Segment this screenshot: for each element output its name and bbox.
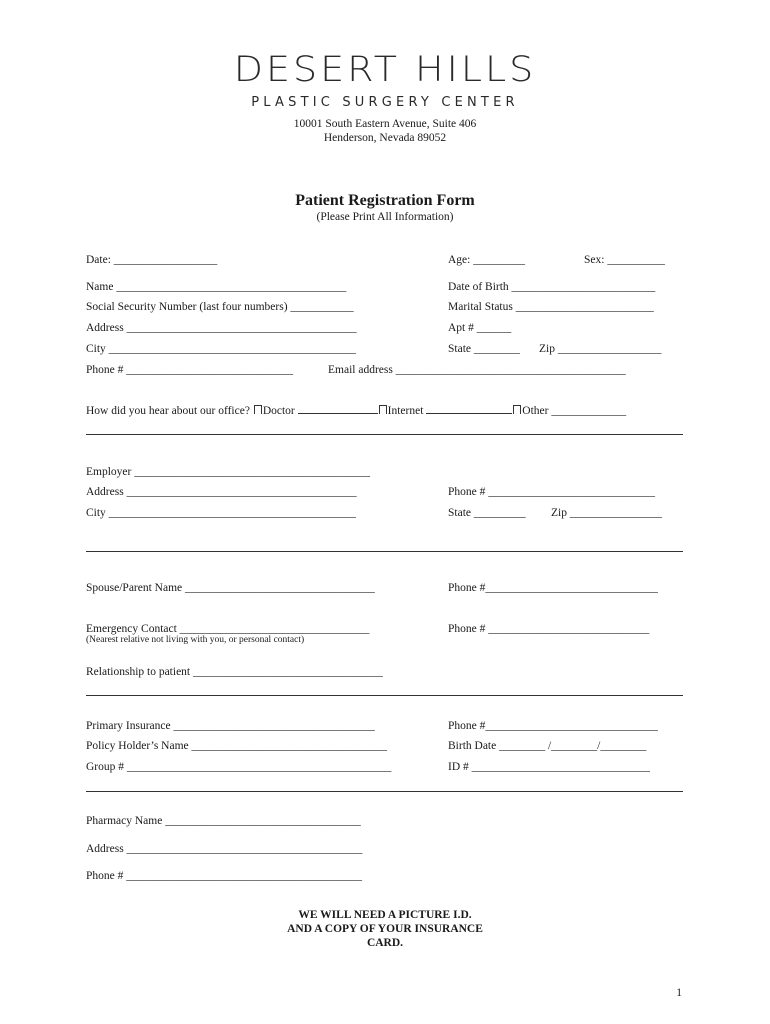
employer-field[interactable]: Employer _________________________________________ <box>86 466 370 478</box>
divider-line[interactable] <box>86 551 683 552</box>
employer-phone-field[interactable]: Phone # _____________________________ <box>448 486 655 498</box>
relationship-field[interactable]: Relationship to patient _________________________________ <box>86 666 383 678</box>
notice-line-3: CARD. <box>366 937 404 949</box>
logo-title: DESERT HILLS <box>233 48 537 90</box>
divider-line[interactable] <box>86 695 683 696</box>
sex-field[interactable]: Sex: __________ <box>584 254 665 266</box>
pharmacy-name-field[interactable]: Pharmacy Name __________________________________ <box>86 815 361 827</box>
apt-field[interactable]: Apt # ______ <box>448 322 512 334</box>
employer-state-field[interactable]: State _________ <box>448 507 526 519</box>
spouse-phone-field[interactable]: Phone #______________________________ <box>448 582 658 594</box>
address-line-2: Henderson, Nevada 89052 <box>323 132 447 144</box>
zip-field[interactable]: Zip __________________ <box>539 343 662 355</box>
ssn-field[interactable]: Social Security Number (last four numbers) ___________ <box>86 301 354 313</box>
internet-line[interactable] <box>426 402 512 414</box>
divider-line[interactable] <box>86 434 683 435</box>
group-field[interactable]: Group # ______________________________________________ <box>86 761 392 773</box>
emergency-phone-field[interactable]: Phone # ____________________________ <box>448 623 650 635</box>
primary-insurance-field[interactable]: Primary Insurance ___________________________________ <box>86 720 375 732</box>
holder-birth-date-field[interactable]: Birth Date ________ /________/________ <box>448 740 647 752</box>
id-field[interactable]: ID # _______________________________ <box>448 761 650 773</box>
marital-status-field[interactable]: Marital Status ________________________ <box>448 301 654 313</box>
doctor-checkbox[interactable] <box>254 405 262 414</box>
notice-line-1: WE WILL NEED A PICTURE I.D. <box>298 909 472 921</box>
doctor-label: Doctor <box>262 405 295 417</box>
emergency-note: (Nearest relative not living with you, or personal contact) <box>86 635 305 645</box>
doctor-line[interactable] <box>298 402 378 414</box>
name-field[interactable]: Name ________________________________________ <box>86 281 347 293</box>
date-field[interactable]: Date: __________________ <box>86 254 218 266</box>
logo-subtitle: PLASTIC SURGERY CENTER <box>251 95 519 110</box>
form-title: Patient Registration Form <box>295 192 475 209</box>
address-line-1: 10001 South Eastern Avenue, Suite 406 <box>293 118 477 130</box>
dob-field[interactable]: Date of Birth _________________________ <box>448 281 656 293</box>
form-subtitle: (Please Print All Information) <box>316 211 454 223</box>
insurance-phone-field[interactable]: Phone #______________________________ <box>448 720 658 732</box>
other-checkbox[interactable] <box>513 405 521 414</box>
policy-holder-field[interactable]: Policy Holder’s Name __________________________________ <box>86 740 388 752</box>
employer-address-field[interactable]: Address ________________________________________ <box>86 486 357 498</box>
phone-field[interactable]: Phone # _____________________________ <box>86 364 293 376</box>
divider-line[interactable] <box>86 791 683 792</box>
referral-question: How did you hear about our office? <box>86 405 250 417</box>
other-field[interactable]: Other _____________ <box>522 405 627 417</box>
page-number: 1 <box>676 987 682 999</box>
pharmacy-address-field[interactable]: Address _________________________________________ <box>86 843 363 855</box>
referral-row <box>86 402 626 418</box>
age-field[interactable]: Age: _________ <box>448 254 525 266</box>
spouse-parent-field[interactable]: Spouse/Parent Name _________________________________ <box>86 582 375 594</box>
city-field[interactable]: City ___________________________________________ <box>86 343 356 355</box>
internet-checkbox[interactable] <box>379 405 387 414</box>
employer-city-field[interactable]: City ___________________________________________ <box>86 507 356 519</box>
address-field[interactable]: Address ________________________________________ <box>86 322 357 334</box>
employer-zip-field[interactable]: Zip ________________ <box>551 507 662 519</box>
notice-line-2: AND A COPY OF YOUR INSURANCE <box>287 923 483 935</box>
internet-label: Internet <box>387 405 424 417</box>
email-field[interactable]: Email address ________________________________________ <box>328 364 626 376</box>
state-field[interactable]: State ________ <box>448 343 520 355</box>
emergency-contact-field[interactable]: Emergency Contact _________________________________ <box>86 623 370 635</box>
pharmacy-phone-field[interactable]: Phone # _________________________________________ <box>86 870 362 882</box>
